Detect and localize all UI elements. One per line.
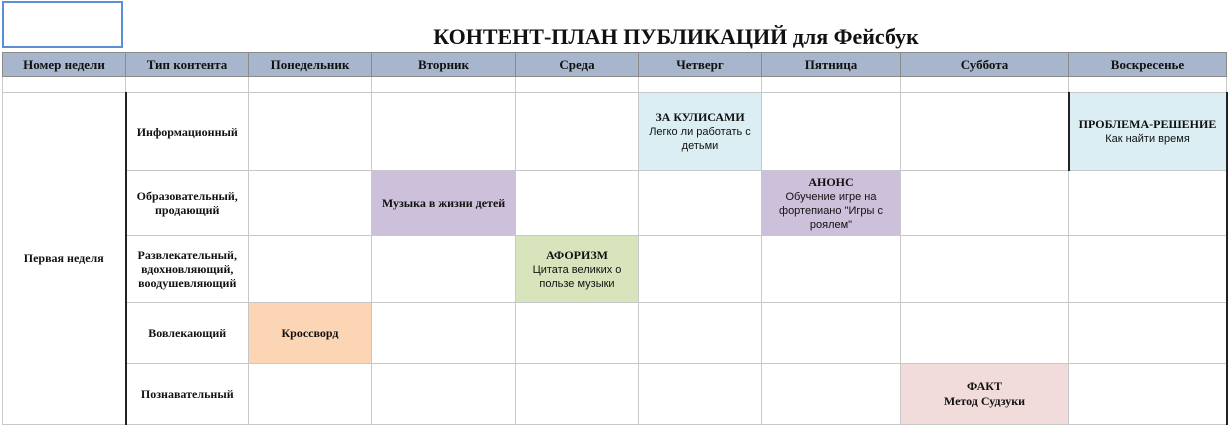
post-aphorism[interactable] [516, 236, 639, 303]
cell[interactable] [249, 236, 372, 303]
header-row [3, 53, 1227, 77]
cell[interactable] [1069, 171, 1227, 236]
post-backstage[interactable] [639, 93, 762, 171]
post-title: АФОРИЗМ [545, 247, 609, 262]
cell[interactable] [639, 303, 762, 364]
cell[interactable] [249, 364, 372, 425]
cell[interactable] [249, 93, 372, 171]
post-announcement[interactable] [762, 171, 901, 236]
cell[interactable] [516, 171, 639, 236]
cell[interactable] [901, 236, 1069, 303]
cell[interactable] [1069, 364, 1227, 425]
post-problem-solution[interactable] [1069, 93, 1227, 171]
cell[interactable] [762, 364, 901, 425]
cell[interactable] [372, 303, 516, 364]
cell[interactable] [3, 77, 126, 93]
header-monday[interactable]: Понедельник [249, 53, 372, 77]
cell[interactable] [762, 93, 901, 171]
post-subtitle: Обучение игре на фортепиано "Игры с роялем" [779, 190, 883, 231]
cell[interactable] [901, 303, 1069, 364]
post-subtitle: Легко ли работать с детьми [649, 126, 751, 152]
cell[interactable] [639, 236, 762, 303]
page-title[interactable]: КОНТЕНТ-ПЛАН ПУБЛИКАЦИЙ для Фейсбук [433, 24, 919, 49]
post-fact[interactable] [901, 364, 1069, 425]
post-crossword[interactable] [249, 303, 372, 364]
header-sunday[interactable]: Воскресенье [1069, 53, 1227, 77]
cell[interactable] [639, 364, 762, 425]
post-title: Музыка в жизни детей [381, 195, 506, 210]
cell[interactable] [1069, 77, 1227, 93]
cell[interactable] [762, 77, 901, 93]
cell[interactable] [516, 303, 639, 364]
cell[interactable] [639, 77, 762, 93]
post-title: ФАКТ [967, 379, 1002, 393]
week-label[interactable]: Первая неделя [3, 93, 126, 425]
cell[interactable] [901, 171, 1069, 236]
selected-cell[interactable] [2, 1, 123, 48]
post-title: Кроссворд [281, 325, 339, 340]
row-label-engaging[interactable]: Вовлекающий [126, 303, 249, 364]
title-row [0, 0, 1228, 52]
table-row [3, 93, 1227, 171]
cell[interactable] [126, 77, 249, 93]
header-saturday[interactable]: Суббота [901, 53, 1069, 77]
header-week[interactable]: Номер недели [3, 53, 126, 77]
post-title: ПРОБЛЕМА-РЕШЕНИЕ [1078, 117, 1217, 131]
header-type[interactable]: Тип контента [126, 53, 249, 77]
row-label-entertaining[interactable]: Развлекательный, вдохновляющий, воодушевляющий [126, 236, 249, 303]
row-label-informational[interactable]: Информационный [126, 93, 249, 171]
post-subtitle: Метод Судзуки [943, 394, 1026, 408]
cell[interactable] [516, 364, 639, 425]
post-title: АНОНС [808, 174, 854, 189]
header-friday[interactable]: Пятница [762, 53, 901, 77]
cell[interactable] [372, 236, 516, 303]
table-row [3, 171, 1227, 236]
table-row [3, 236, 1227, 303]
header-tuesday[interactable]: Вторник [372, 53, 516, 77]
table-row [3, 364, 1227, 425]
row-label-educational[interactable]: Образовательный, продающий [126, 171, 249, 236]
cell[interactable] [372, 93, 516, 171]
cell[interactable] [762, 303, 901, 364]
cell[interactable] [516, 93, 639, 171]
row-label-cognitive[interactable]: Познавательный [126, 364, 249, 425]
content-plan-table [2, 52, 1228, 425]
post-subtitle: Как найти время [1105, 133, 1190, 145]
cell[interactable] [249, 171, 372, 236]
cell[interactable] [516, 77, 639, 93]
header-wednesday[interactable]: Среда [516, 53, 639, 77]
cell[interactable] [1069, 303, 1227, 364]
header-thursday[interactable]: Четверг [639, 53, 762, 77]
table-row [3, 303, 1227, 364]
cell[interactable] [901, 93, 1069, 171]
post-music[interactable] [372, 171, 516, 236]
cell[interactable] [762, 236, 901, 303]
post-title: ЗА КУЛИСАМИ [655, 110, 745, 124]
cell[interactable] [249, 77, 372, 93]
cell[interactable] [1069, 236, 1227, 303]
post-subtitle: Цитата великих о пользе музыки [532, 263, 622, 290]
cell[interactable] [372, 77, 516, 93]
cell[interactable] [372, 364, 516, 425]
cell[interactable] [639, 171, 762, 236]
cell[interactable] [901, 77, 1069, 93]
empty-row [3, 77, 1227, 93]
